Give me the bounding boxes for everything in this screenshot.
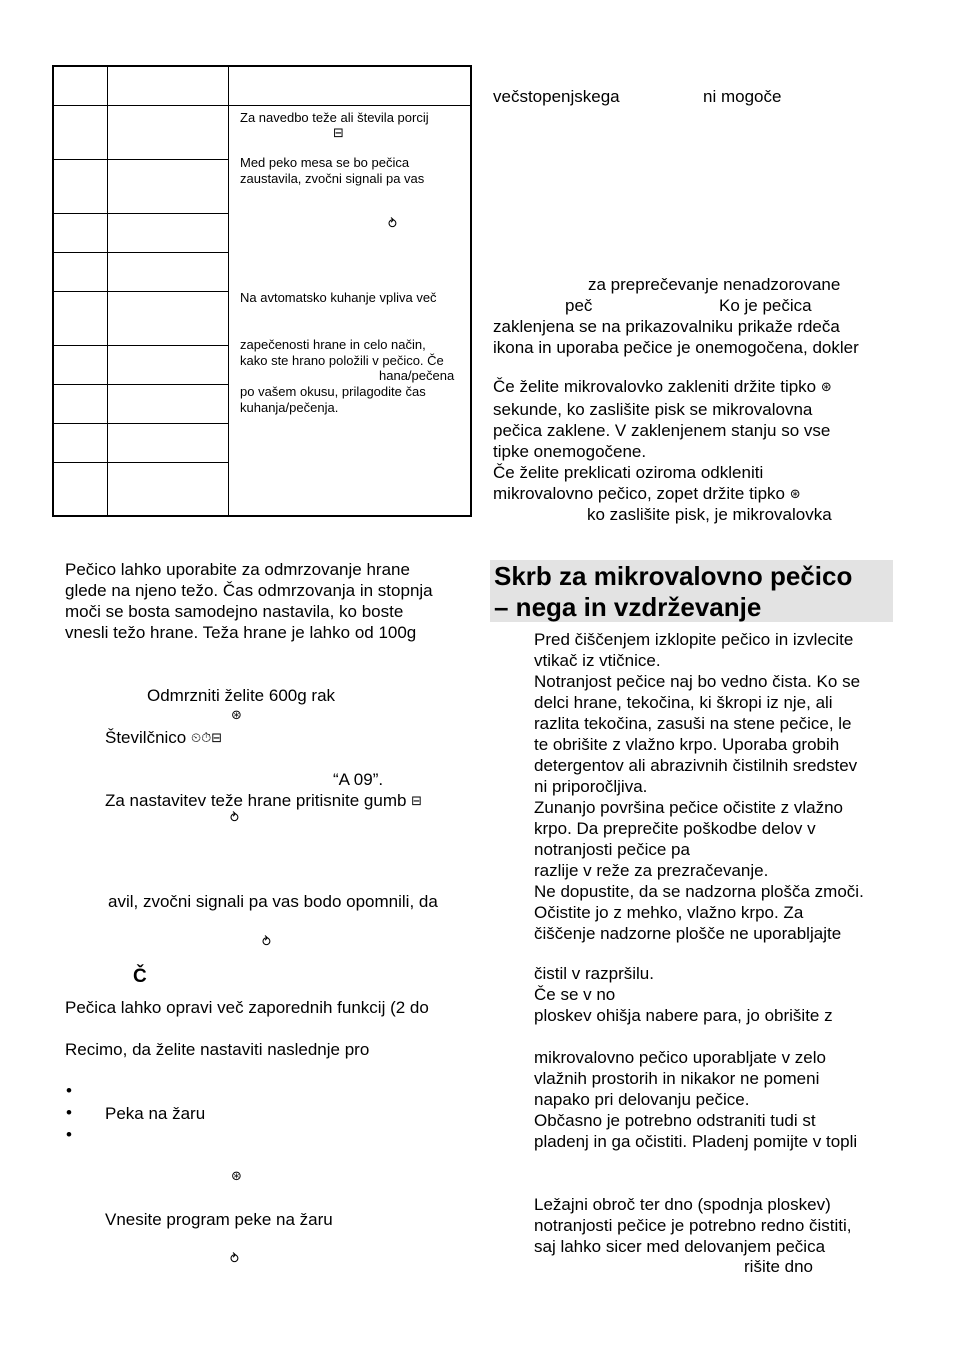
section-subheading: Č — [133, 966, 147, 987]
paragraph-line: Pečica lahko opravi več zaporednih funkcij (2 do — [65, 998, 429, 1017]
paragraph-line: ni mogoče — [703, 87, 782, 106]
table-row-divider — [54, 252, 228, 253]
paragraph-line: peč — [565, 296, 593, 315]
weight-icon: ⊟ — [333, 126, 344, 141]
step-dial-label: Številčnico — [105, 728, 187, 747]
care-paragraph — [534, 1194, 852, 1257]
paragraph-line — [493, 376, 832, 397]
care-line: mikrovalovno pečico uporabljate v zelo — [534, 1048, 826, 1067]
display-value: “A 09”. — [333, 770, 384, 789]
dial-icons: ⏲⏱⊟ — [191, 731, 223, 746]
paragraph-line: večstopenjskega — [493, 87, 620, 106]
lock-instruction: Če želite mikrovalovko zakleniti držite tipko — [493, 377, 817, 396]
care-line: ploskev ohišja nabere para, jo obrišite z — [534, 1006, 833, 1025]
paragraph-line: glede na njeno težo. Čas odmrzovanja in stopnja — [65, 581, 433, 600]
care-line: pladenj in ga očistiti. Pladenj pomijte v topli — [534, 1132, 858, 1151]
start-icon: ⥁ — [230, 1252, 239, 1267]
start-icon: ⥁ — [230, 811, 239, 826]
table-note-auto: zapečenosti hrane in celo način, — [240, 337, 426, 352]
table-row-divider — [54, 105, 470, 106]
table-note-auto: po vašem okusu, prilagodite čas — [240, 384, 426, 399]
table-note-weight: Za navedbo teže ali števila porcij — [240, 110, 429, 125]
care-line: vlažnih prostorih in nikakor ne pomeni — [534, 1069, 820, 1088]
care-line: Notranjost pečice naj bo vedno čista. Ko se — [534, 672, 861, 691]
bullet-dot: • — [66, 1081, 72, 1100]
table-note-auto: kako ste hrano položili v pečico. Če — [240, 353, 444, 368]
table-row-divider — [54, 423, 228, 424]
table-col-divider — [228, 67, 229, 515]
paragraph-line: ikona in uporaba pečice je onemogočena, dokler — [493, 338, 859, 357]
stop-icon: ⊛ — [789, 487, 801, 502]
care-line: ni priporočljiva. — [534, 777, 648, 796]
table-note-auto: kuhanja/pečenja. — [240, 400, 339, 415]
table-note-auto: hana/pečena — [379, 368, 455, 383]
table-row-divider — [54, 462, 228, 463]
paragraph-line: ko zaslišite pisk, je mikrovalovka — [587, 505, 832, 524]
start-icon: ⥁ — [388, 217, 397, 232]
care-line: napako pri delovanju pečice. — [534, 1090, 750, 1109]
care-line: detergentov ali abrazivnih čistilnih sredstev — [534, 756, 858, 775]
table-row-divider — [54, 384, 228, 385]
bullet-dot: • — [66, 1103, 72, 1122]
care-line: vtikač iz vtičnice. — [534, 651, 661, 670]
bullet-item-grill: Peka na žaru — [105, 1104, 206, 1123]
care-line: Pred čiščenjem izklopite pečico in izvlecite — [534, 630, 854, 649]
care-line: čistil v razpršilu. — [534, 964, 654, 983]
paragraph-line: Če želite preklicati oziroma odkleniti — [493, 463, 764, 482]
paragraph-line: Pečico lahko uporabite za odmrzovanje hrane — [65, 560, 410, 579]
paragraph-line: Recimo, da želite nastaviti naslednje pro — [65, 1040, 370, 1059]
weight-icon: ⊟ — [411, 794, 423, 809]
care-line: te obrišite z vlažno krpo. Uporaba grobih — [534, 735, 840, 754]
paragraph-line: zaklenjena se na prikazovalniku prikaže rdeča — [493, 317, 840, 336]
care-paragraph — [534, 963, 833, 1026]
example-text: Odmrzniti želite 600g rak — [147, 686, 336, 705]
unlock-instruction: mikrovalovno pečico, zopet držite tipko — [493, 484, 785, 503]
care-line: Očistite jo z mehko, vlažno krpo. Za — [534, 903, 804, 922]
care-line: Ležajni obroč ter dno (spodnja ploskev) — [534, 1195, 831, 1214]
paragraph-line: avil, zvočni signali pa vas bodo opomnili, da — [108, 892, 438, 911]
defrost-icon: ⊛ — [231, 1169, 242, 1184]
care-line: Če se v no — [534, 985, 616, 1004]
table-row-divider — [54, 159, 228, 160]
care-heading-line2: – nega in vzdrževanje — [494, 592, 762, 622]
table-row-divider — [54, 345, 228, 346]
care-line: saj lahko sicer med delovanjem pečica — [534, 1237, 826, 1256]
table-note-auto: Na avtomatsko kuhanje vpliva več — [240, 290, 437, 305]
start-icon: ⥁ — [262, 935, 271, 950]
table-row-divider — [54, 291, 228, 292]
care-line: razlita tekočina, zasuši na stene pečice, le — [534, 714, 852, 733]
paragraph-line: tipke onemogočene. — [493, 442, 647, 461]
paragraph-line: Ko je pečica — [719, 296, 812, 315]
paragraph-line: moči se bosta samodejno nastavila, ko boste — [65, 602, 404, 621]
care-line: razlije v reže za prezračevanje. — [534, 861, 769, 880]
paragraph-line: za preprečevanje nenadzorovane — [588, 275, 841, 294]
care-line: čiščenje nadzorne plošče ne uporabljajte — [534, 924, 842, 943]
paragraph-line: pečica zaklene. V zaklenjenem stanju so vse — [493, 421, 831, 440]
care-line: notranjosti pečice je potrebno redno čistiti, — [534, 1216, 852, 1235]
paragraph-line — [493, 483, 801, 504]
table-note-meat: Med peko mesa se bo pečica — [240, 155, 410, 170]
care-line: Ne dopustite, da se nadzorna plošča zmoči. — [534, 882, 864, 901]
care-line: delci hrane, tekočina, ki škropi iz nje, ali — [534, 693, 833, 712]
care-line: rišite dno — [744, 1257, 813, 1276]
care-line: notranjosti pečice pa — [534, 840, 690, 859]
care-paragraph — [534, 1047, 857, 1152]
step-program: Vnesite program peke na žaru — [105, 1210, 333, 1229]
care-line: Zunanjo površina pečice očistite z vlažno — [534, 798, 843, 817]
step-dial — [105, 727, 222, 748]
defrost-icon: ⊛ — [231, 708, 242, 723]
bullet-dot: • — [66, 1125, 72, 1144]
care-heading-line1: Skrb za mikrovalovno pečico — [494, 561, 853, 591]
step-weight — [105, 790, 422, 811]
care-line: krpo. Da preprečite poškodbe delov v — [534, 819, 816, 838]
paragraph-line: sekunde, ko zaslišite pisk se mikrovalovna — [493, 400, 813, 419]
step-weight-label: Za nastavitev teže hrane pritisnite gumb — [105, 791, 407, 810]
care-line: Občasno je potrebno odstraniti tudi st — [534, 1111, 816, 1130]
stop-icon: ⊛ — [820, 380, 832, 395]
paragraph-line: vnesli težo hrane. Teža hrane je lahko od 100g — [65, 623, 417, 642]
table-row-divider — [54, 213, 228, 214]
care-heading-box — [490, 560, 893, 622]
care-paragraph — [534, 629, 864, 944]
table-note-meat: zaustavila, zvočni signali pa vas — [240, 171, 425, 186]
